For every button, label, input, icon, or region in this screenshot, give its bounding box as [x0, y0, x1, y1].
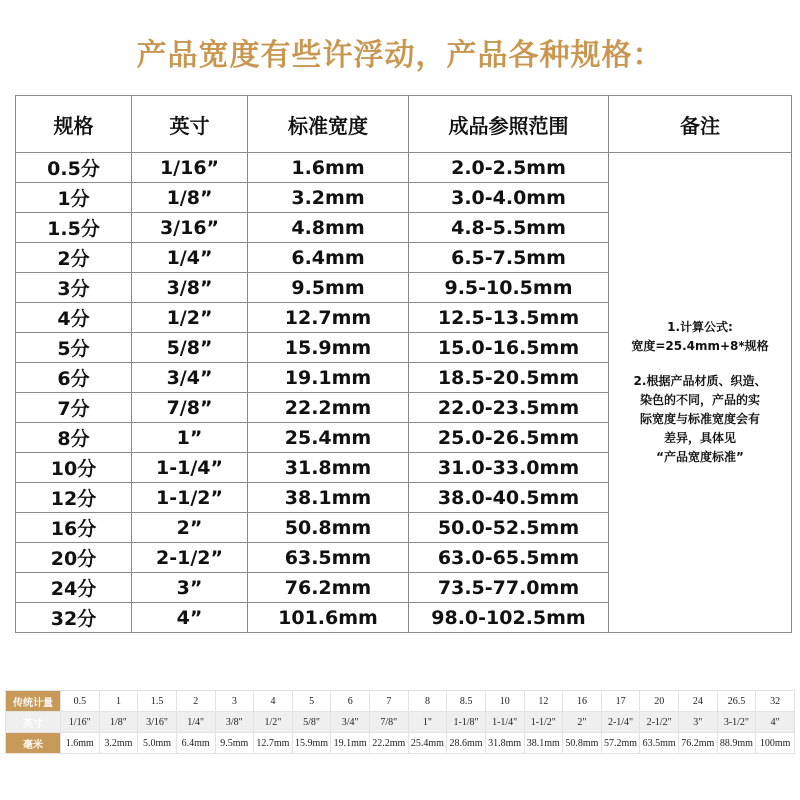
cell-reference-range: 31.0-33.0mm	[409, 453, 609, 483]
mini-cell: 26.5	[717, 691, 756, 712]
mini-cell: 1/8"	[99, 712, 138, 733]
header-standard-width: 标准宽度	[248, 96, 409, 153]
note-line: 差异，具体见	[663, 431, 736, 445]
mini-row-label: 传统计量	[6, 691, 61, 712]
mini-cell: 10	[485, 691, 524, 712]
cell-spec: 1.5分	[16, 213, 132, 243]
note-line: 际宽度与标准宽度会有	[639, 412, 760, 426]
note-line: “产品宽度标准”	[656, 450, 744, 464]
cell-reference-range: 18.5-20.5mm	[409, 363, 609, 393]
cell-spec: 5分	[16, 333, 132, 363]
mini-cell: 3	[215, 691, 254, 712]
table-row	[16, 153, 792, 183]
cell-inch: 2”	[132, 513, 248, 543]
mini-cell: 20	[640, 691, 679, 712]
header-remarks: 备注	[609, 96, 792, 153]
mini-cell: 19.1mm	[331, 733, 370, 754]
cell-inch: 1/4”	[132, 243, 248, 273]
mini-cell: 32	[756, 691, 795, 712]
mini-row-inch	[6, 712, 795, 733]
cell-reference-range: 98.0-102.5mm	[409, 603, 609, 633]
cell-reference-range: 2.0-2.5mm	[409, 153, 609, 183]
cell-reference-range: 3.0-4.0mm	[409, 183, 609, 213]
cell-inch: 7/8”	[132, 393, 248, 423]
mini-cell: 15.9mm	[292, 733, 331, 754]
mini-cell: 7/8"	[370, 712, 409, 733]
mini-cell: 0.5	[61, 691, 100, 712]
spec-table	[15, 95, 792, 633]
cell-spec: 24分	[16, 573, 132, 603]
mini-cell: 3-1/2"	[717, 712, 756, 733]
mini-cell: 1-1/2"	[524, 712, 563, 733]
cell-standard-width: 31.8mm	[248, 453, 409, 483]
cell-reference-range: 63.0-65.5mm	[409, 543, 609, 573]
cell-standard-width: 101.6mm	[248, 603, 409, 633]
cell-spec: 10分	[16, 453, 132, 483]
cell-spec: 16分	[16, 513, 132, 543]
mini-cell: 2"	[563, 712, 602, 733]
mini-cell: 63.5mm	[640, 733, 679, 754]
mini-cell: 1/4"	[176, 712, 215, 733]
cell-spec: 12分	[16, 483, 132, 513]
cell-standard-width: 19.1mm	[248, 363, 409, 393]
mini-row-mm	[6, 733, 795, 754]
mini-cell: 28.6mm	[447, 733, 486, 754]
mini-cell: 16	[563, 691, 602, 712]
cell-standard-width: 9.5mm	[248, 273, 409, 303]
cell-spec: 3分	[16, 273, 132, 303]
cell-standard-width: 3.2mm	[248, 183, 409, 213]
mini-cell: 8.5	[447, 691, 486, 712]
cell-reference-range: 25.0-26.5mm	[409, 423, 609, 453]
page-title: 产品宽度有些许浮动，产品各种规格：	[136, 38, 664, 73]
note-line: 染色的不同，产品的实	[639, 393, 760, 407]
cell-inch: 3”	[132, 573, 248, 603]
cell-spec: 0.5分	[16, 153, 132, 183]
mini-cell: 6	[331, 691, 370, 712]
cell-reference-range: 22.0-23.5mm	[409, 393, 609, 423]
mini-cell: 2-1/4"	[601, 712, 640, 733]
mini-cell: 1	[99, 691, 138, 712]
mini-cell: 3"	[679, 712, 718, 733]
mini-cell: 1.5	[138, 691, 177, 712]
note-line: 2.根据产品材质、织造、	[633, 374, 767, 388]
mini-cell: 12	[524, 691, 563, 712]
mini-cell: 1.6mm	[61, 733, 100, 754]
cell-standard-width: 6.4mm	[248, 243, 409, 273]
conversion-strip-table	[5, 690, 795, 754]
cell-inch: 1”	[132, 423, 248, 453]
mini-cell: 1/16"	[61, 712, 100, 733]
cell-spec: 2分	[16, 243, 132, 273]
cell-standard-width: 1.6mm	[248, 153, 409, 183]
header-reference-range: 成品参照范围	[409, 96, 609, 153]
cell-reference-range: 6.5-7.5mm	[409, 243, 609, 273]
cell-reference-range: 15.0-16.5mm	[409, 333, 609, 363]
mini-cell: 3/4"	[331, 712, 370, 733]
mini-cell: 4"	[756, 712, 795, 733]
cell-reference-range: 9.5-10.5mm	[409, 273, 609, 303]
mini-cell: 2	[176, 691, 215, 712]
cell-standard-width: 63.5mm	[248, 543, 409, 573]
cell-inch: 1/8”	[132, 183, 248, 213]
mini-cell: 1"	[408, 712, 447, 733]
mini-cell: 31.8mm	[485, 733, 524, 754]
spec-table-header	[16, 96, 792, 153]
cell-inch: 1-1/4”	[132, 453, 248, 483]
mini-cell: 12.7mm	[254, 733, 293, 754]
cell-standard-width: 50.8mm	[248, 513, 409, 543]
mini-cell: 76.2mm	[679, 733, 718, 754]
header-spec: 规格	[16, 96, 132, 153]
cell-spec: 6分	[16, 363, 132, 393]
mini-cell: 24	[679, 691, 718, 712]
cell-standard-width: 76.2mm	[248, 573, 409, 603]
mini-cell: 25.4mm	[408, 733, 447, 754]
cell-inch: 1/2”	[132, 303, 248, 333]
cell-inch: 2-1/2”	[132, 543, 248, 573]
mini-cell: 100mm	[756, 733, 795, 754]
mini-cell: 88.9mm	[717, 733, 756, 754]
mini-cell: 57.2mm	[601, 733, 640, 754]
cell-reference-range: 4.8-5.5mm	[409, 213, 609, 243]
mini-cell: 22.2mm	[370, 733, 409, 754]
header-inch: 英寸	[132, 96, 248, 153]
mini-cell: 17	[601, 691, 640, 712]
mini-row-label: 毫米	[6, 733, 61, 754]
cell-spec: 32分	[16, 603, 132, 633]
mini-cell: 2-1/2"	[640, 712, 679, 733]
cell-standard-width: 4.8mm	[248, 213, 409, 243]
remarks-note	[609, 153, 792, 633]
cell-inch: 3/16”	[132, 213, 248, 243]
mini-cell: 3/16"	[138, 712, 177, 733]
cell-standard-width: 15.9mm	[248, 333, 409, 363]
cell-inch: 1/16”	[132, 153, 248, 183]
cell-reference-range: 12.5-13.5mm	[409, 303, 609, 333]
note-line: 宽度=25.4mm+8*规格	[631, 339, 769, 353]
mini-cell: 9.5mm	[215, 733, 254, 754]
mini-cell: 3/8"	[215, 712, 254, 733]
mini-cell: 3.2mm	[99, 733, 138, 754]
cell-spec: 7分	[16, 393, 132, 423]
cell-inch: 5/8”	[132, 333, 248, 363]
mini-cell: 1/2"	[254, 712, 293, 733]
mini-cell: 8	[408, 691, 447, 712]
mini-cell: 4	[254, 691, 293, 712]
cell-spec: 20分	[16, 543, 132, 573]
cell-reference-range: 38.0-40.5mm	[409, 483, 609, 513]
cell-spec: 8分	[16, 423, 132, 453]
cell-inch: 4”	[132, 603, 248, 633]
mini-cell: 6.4mm	[176, 733, 215, 754]
mini-row-label: 英寸	[6, 712, 61, 733]
cell-inch: 1-1/2”	[132, 483, 248, 513]
cell-spec: 1分	[16, 183, 132, 213]
mini-cell: 7	[370, 691, 409, 712]
mini-row-traditional	[6, 691, 795, 712]
cell-standard-width: 38.1mm	[248, 483, 409, 513]
note-line: 1.计算公式:	[667, 320, 733, 334]
mini-cell: 1-1/8"	[447, 712, 486, 733]
mini-cell: 50.8mm	[563, 733, 602, 754]
mini-cell: 5	[292, 691, 331, 712]
cell-standard-width: 22.2mm	[248, 393, 409, 423]
cell-spec: 4分	[16, 303, 132, 333]
mini-cell: 38.1mm	[524, 733, 563, 754]
mini-cell: 5/8"	[292, 712, 331, 733]
cell-reference-range: 73.5-77.0mm	[409, 573, 609, 603]
cell-standard-width: 25.4mm	[248, 423, 409, 453]
cell-reference-range: 50.0-52.5mm	[409, 513, 609, 543]
mini-cell: 1-1/4"	[485, 712, 524, 733]
mini-cell: 5.0mm	[138, 733, 177, 754]
cell-inch: 3/8”	[132, 273, 248, 303]
cell-inch: 3/4”	[132, 363, 248, 393]
cell-standard-width: 12.7mm	[248, 303, 409, 333]
